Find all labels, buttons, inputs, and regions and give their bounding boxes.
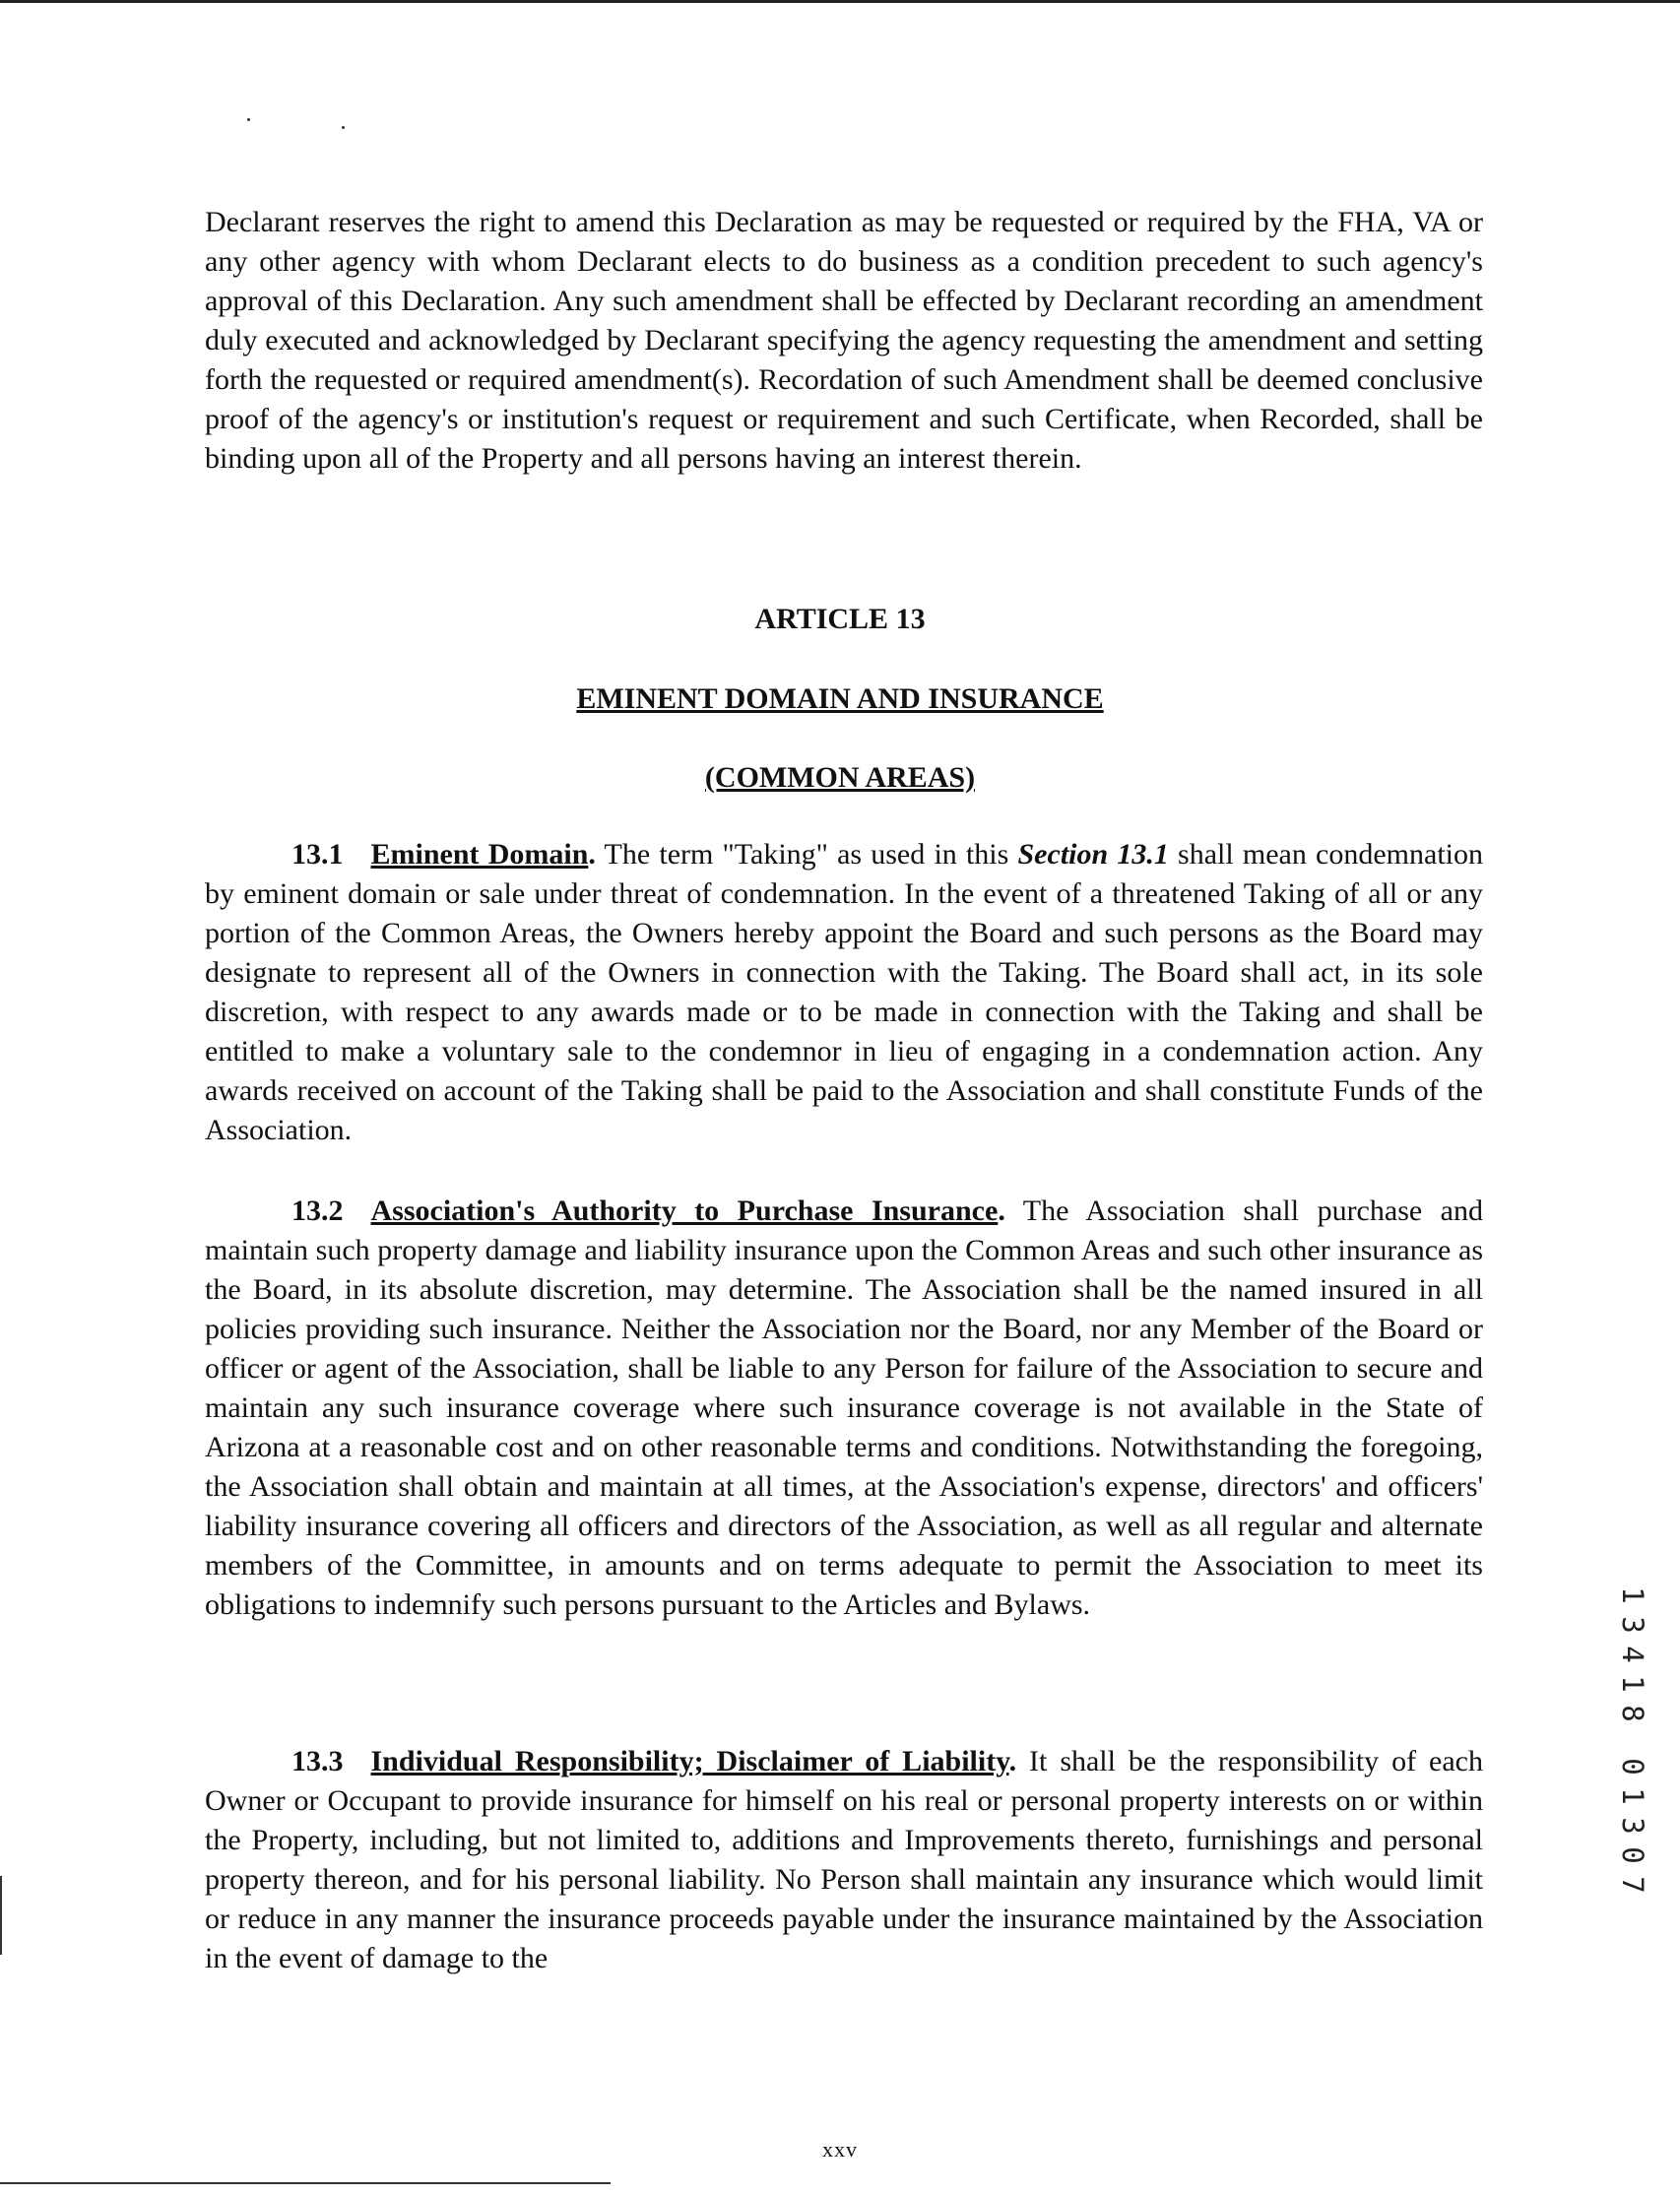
section-text: The term "Taking" as used in this <box>604 838 1018 871</box>
section-number: 13.2 <box>291 1195 344 1227</box>
section-text: The Association shall purchase and maintain such property damage and liability insurance upon the Common Areas and such other insurance as the Board, in its absolute discretion, may determine. The Association shall be the named insured in all policies providing such insurance. Neither the Association nor the Board, nor any Member of the Board or officer or agent of the Association, shall be liable to any Person for failure of the Association to secure and maintain any such insurance coverage where such insurance coverage is not available in the State of Arizona at a reasonable cost and on other reasonable terms and conditions. Notwithstanding the foregoing, the Association shall obtain and maintain at all times, at the Association's expense, directors' and officers' liability insurance covering all officers and directors of the Association, as well as all regular and alternate members of the Committee, in amounts and on terms adequate to permit the Association to meet its obligations to indemnify such persons pursuant to the Articles and Bylaws. <box>205 1195 1483 1621</box>
section-reference: Section 13.1 <box>1017 838 1169 871</box>
section-13-2: 13.2 Association's Authority to Purchase Insurance. The Association shall purchase and maintain such property damage and liability insurance upon the Common Areas and such other insurance as the Board, in its absolute discretion, may determine. The Association shall be the named insured in all policies providing such insurance. Neither the Association nor the Board, nor any Member of the Board or officer or agent of the Association, shall be liable to any Person for failure of the Association to secure and maintain any such insurance coverage where such insurance coverage is not available in the State of Arizona at a reasonable cost and on other reasonable terms and conditions. Notwithstanding the foregoing, the Association shall obtain and maintain at all times, at the Association's expense, directors' and officers' liability insurance covering all officers and directors of the Association, as well as all regular and alternate members of the Committee, in amounts and on terms adequate to permit the Association to meet its obligations to indemnify such persons pursuant to the Articles and Bylaws. <box>205 1195 1483 1621</box>
section-13-3: 13.3 Individual Responsibility; Disclaimer of Liability. It shall be the responsibility of each Owner or Occupant to provide insurance for himself on his real or personal property interests on or within the Property, including, but not limited to, additions and Improvements thereto, furnishings and personal property thereon, and for his personal liability. No Person shall maintain any insurance which would limit or reduce in any manner the insurance proceeds payable under the insurance maintained by the Association in the event of damage to the <box>205 1745 1484 1974</box>
scan-left-mark <box>0 1876 2 1955</box>
recording-digit: 8 <box>1616 1705 1649 1722</box>
scan-bottom-edge <box>0 2182 611 2184</box>
recording-digit: 3 <box>1616 1817 1649 1835</box>
section-13-1: 13.1 Eminent Domain. The term "Taking" as used in this Section 13.1 shall mean condemnation by eminent domain or sale under threat of condemnation. In the event of a threatened Taking of all or any portion of the Common Areas, the Owners hereby appoint the Board and such persons as the Board may designate to represent all of the Owners in connection with the Taking. The Board shall act, in its sole discretion, with respect to any awards made or to be made in connection with the Taking and shall be entitled to make a voluntary sale to the condemnor in lieu of engaging in a condemnation action. Any awards received on account of the Taking shall be paid to the Association and shall constitute Funds of the Association. <box>205 838 1483 1146</box>
recording-digit: 0 <box>1616 1846 1649 1864</box>
recording-number-stamp <box>1618 1581 1648 1900</box>
recording-digit: 3 <box>1616 1616 1649 1634</box>
recording-digit: 1 <box>1616 1586 1649 1604</box>
scan-speck <box>342 126 345 129</box>
recording-digit: 4 <box>1616 1646 1649 1663</box>
scan-top-edge <box>0 0 1680 3</box>
section-number: 13.3 <box>291 1745 344 1777</box>
article-subtitle-text: (COMMON AREAS) <box>704 761 976 794</box>
article-title-text: EMINENT DOMAIN AND INSURANCE <box>576 682 1104 715</box>
section-title: Individual Responsibility; Disclaimer of Liability <box>370 1745 1009 1777</box>
section-text: It shall be the responsibility of each Owner or Occupant to provide insurance for himself on his real or personal property interests on or within the Property, including, but not limited to, additions and Improvements thereto, furnishings and personal property thereon, and for his personal liability. No Person shall maintain any insurance which would limit or reduce in any manner the insurance proceeds payable under the insurance maintained by the Association in the event of damage to the <box>205 1745 1484 1974</box>
article-title <box>0 679 1680 719</box>
recording-digit: 7 <box>1616 1876 1649 1894</box>
intro-paragraph-text: Declarant reserves the right to amend this Declaration as may be requested or required by the FHA, VA or any other agency with whom Declarant elects to do business as a condition precedent to such agency's approval of this Declaration. Any such amendment shall be effected by Declarant recording an amendment duly executed and acknowledged by Declarant specifying the agency requesting the amendment and setting forth the requested or required amendment(s). Recordation of such Amendment shall be deemed conclusive proof of the agency's or institution's request or requirement and such Certificate, when Recorded, shall be binding upon all of the Property and all persons having an interest therein. <box>205 206 1483 475</box>
section-title: Eminent Domain <box>370 838 589 871</box>
article-number-text: ARTICLE 13 <box>754 603 926 635</box>
section-number: 13.1 <box>291 838 344 871</box>
article-subtitle <box>0 758 1680 798</box>
section-title: Association's Authority to Purchase Insurance <box>370 1195 999 1227</box>
recording-digit: 1 <box>1616 1675 1649 1693</box>
page-number: xxv <box>822 2137 858 2162</box>
scan-speck <box>247 118 250 121</box>
recording-digit: 0 <box>1616 1758 1649 1776</box>
recording-digit: 1 <box>1616 1787 1649 1805</box>
intro-paragraph <box>205 203 1483 479</box>
article-number <box>0 600 1680 639</box>
section-text: shall mean condemnation by eminent domain or sale under threat of condemnation. In the event of a threatened Taking of all or any portion of the Common Areas, the Owners hereby appoint the Board and such persons as the Board may designate to represent all of the Owners in connection with the Taking. The Board shall act, in its sole discretion, with respect to any awards made or to be made in connection with the Taking and shall be entitled to make a voluntary sale to the condemnor in lieu of engaging in a condemnation action. Any awards received on account of the Taking shall be paid to the Association and shall constitute Funds of the Association. <box>205 838 1483 1146</box>
